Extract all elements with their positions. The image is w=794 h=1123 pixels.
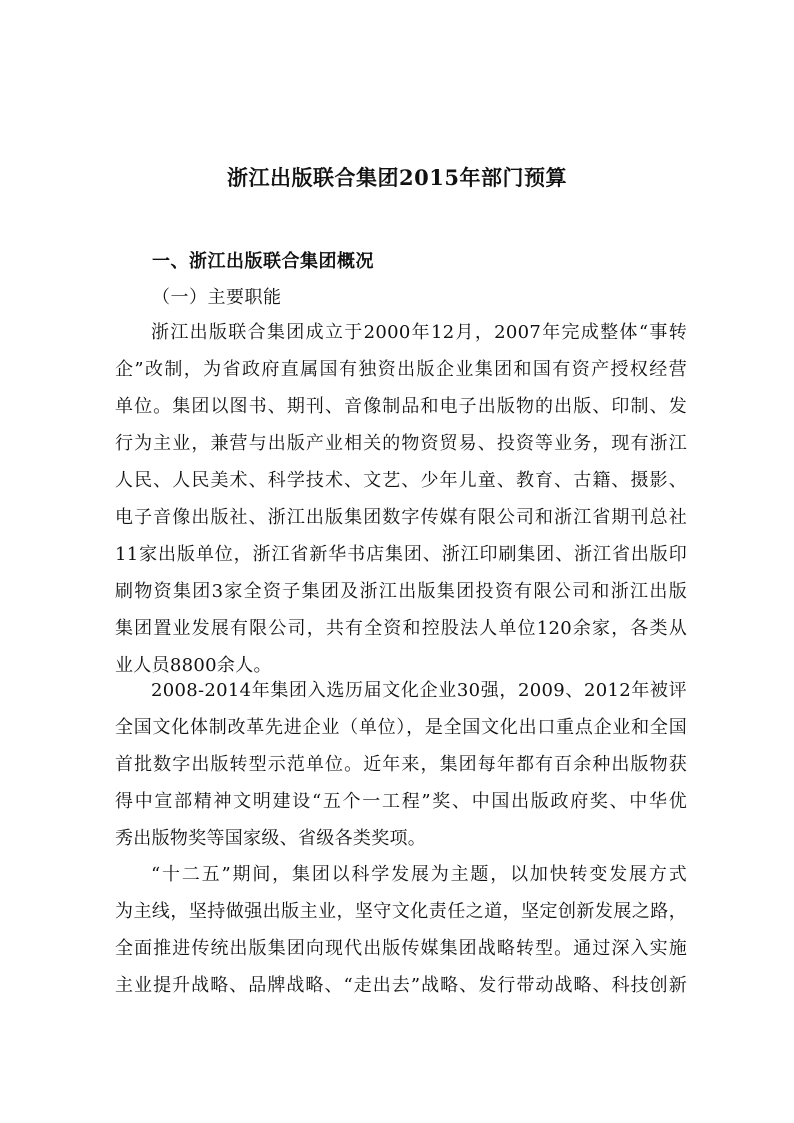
document-title: 浙江出版联合集团2015年部门预算 xyxy=(227,165,567,190)
paragraph-line: 全面推进传统出版集团向现代出版传媒集团战略转型。通过深入实施 xyxy=(115,938,687,959)
paragraph-line: 秀出版物奖等国家级、省级各类奖项。 xyxy=(115,828,427,849)
paragraph-line: 单位。集团以图书、期刊、音像制品和电子出版物的出版、印制、发 xyxy=(115,396,687,417)
paragraph-line: 业人员8800余人。 xyxy=(115,655,272,676)
paragraph-line: 集团置业发展有限公司，共有全资和控股法人单位120余家，各类从 xyxy=(115,618,687,639)
paragraph-line: 主业提升战略、品牌战略、“走出去”战略、发行带动战略、科技创新 xyxy=(115,975,687,996)
paragraph-12th-five-year-plan xyxy=(115,856,687,1004)
paragraph-line: 人民、人民美术、科学技术、文艺、少年儿童、教育、古籍、摄影、 xyxy=(115,470,687,491)
paragraph-line: 行为主业，兼营与出版产业相关的物资贸易、投资等业务，现有浙江 xyxy=(115,433,687,454)
paragraph-line: 为主线，坚持做强出版主业，坚守文化责任之道，坚定创新发展之路， xyxy=(115,901,687,922)
paragraph-line: 电子音像出版社、浙江出版集团数字传媒有限公司和浙江省期刊总社 xyxy=(115,507,687,528)
paragraph-line: 11家出版单位，浙江省新华书店集团、浙江印刷集团、浙江省出版印 xyxy=(115,544,687,565)
paragraph-awards xyxy=(115,672,687,857)
paragraph-line: 得中宣部精神文明建设“五个一工程”奖、中国出版政府奖、中华优 xyxy=(115,791,687,812)
section-heading: 一、浙江出版联合集团概况 xyxy=(152,251,374,272)
paragraph-line: 企”改制，为省政府直属国有独资出版企业集团和国有资产授权经营 xyxy=(115,359,687,380)
paragraph-line: 浙江出版联合集团成立于2000年12月，2007年完成整体“事转 xyxy=(151,322,687,343)
paragraph-line: 2008-2014年集团入选历届文化企业30强，2009、2012年被评 xyxy=(151,680,687,701)
paragraph-line: “十二五”期间，集团以科学发展为主题，以加快转变发展方式 xyxy=(151,864,687,885)
paragraph-line: 刷物资集团3家全资子集团及浙江出版集团投资有限公司和浙江出版 xyxy=(115,581,687,602)
subsection-heading: （一）主要职能 xyxy=(152,287,282,308)
paragraph-line: 全国文化体制改革先进企业（单位），是全国文化出口重点企业和全国 xyxy=(115,717,687,738)
paragraph-main-functions xyxy=(115,314,687,684)
paragraph-line: 首批数字出版转型示范单位。近年来，集团每年都有百余种出版物获 xyxy=(115,754,687,775)
